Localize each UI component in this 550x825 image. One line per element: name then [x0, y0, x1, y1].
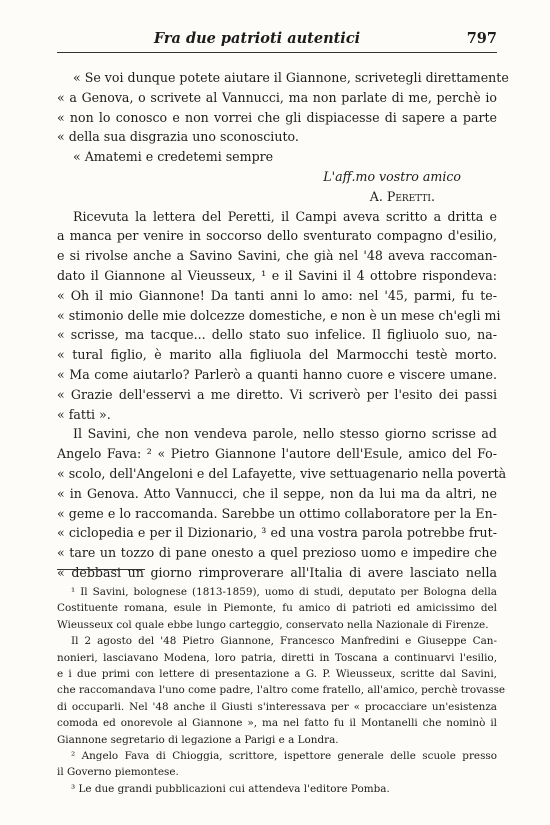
footnote-line: che raccomandava l'uno come padre, l'altro come fratello, all'amico, perchè trovasse [57, 684, 506, 697]
text-line: « tare un tozzo di pane onesto a quel prezioso uomo e impedire che [57, 545, 497, 561]
text-line: « geme e lo raccomanda. Sarebbe un ottimo collaboratore per la En- [57, 505, 497, 521]
footnote-line: Wieusseux col quale ebbe lungo carteggio, conservato nella Nazionale di Firenze. [57, 618, 489, 631]
footnote-line: nonieri, lasciavano Modena, loro patria, diretti in Toscana a continuarvi l'esilio, [57, 651, 497, 664]
text-line: Angelo Fava: ² « Pietro Giannone l'autore dell'Esule, amico del Fo- [57, 446, 497, 462]
main-text [57, 68, 509, 583]
footnote-line: di occuparli. Nel '48 anche il Giusti s'interessava per « procacciare un'esistenza [57, 700, 497, 713]
text-line: « Se voi dunque potete aiutare il Giannone, scrivetegli direttamente [73, 70, 509, 85]
footnote-line: Costituente romana, esule in Piemonte, fu amico di patrioti ed amicissimo del [57, 602, 497, 615]
text-line: « debbasi un giorno rimproverare all'Italia di avere lasciato nella [57, 564, 497, 580]
text-line: « a Genova, o scrivete al Vannucci, ma non parlate di me, perchè io [57, 89, 497, 105]
text-line: Ricevuta la lettera del Peretti, il Campi aveva scritto a dritta e [73, 208, 497, 224]
text-line: « Oh il mio Giannone! Da tanti anni lo amo: nel '45, parmi, fu te- [57, 287, 497, 303]
text-line: « Grazie dell'esservi a me diretto. Vi scriverò per l'esito dei passi [57, 386, 497, 402]
text-line: L'aff.mo vostro amico [323, 168, 461, 184]
text-line: dato il Giannone al Vieusseux, ¹ e il Savini il 4 ottobre rispondeva: [57, 267, 497, 283]
footnote-line: comoda ed onorevole al Giannone », ma nel fatto fu il Montanelli che nominò il [57, 717, 497, 730]
text-line: A. Peretti. [369, 188, 435, 204]
text-line: « ciclopedia e per il Dizionario, ³ ed una vostra parola potrebbe frut- [57, 525, 497, 541]
footnotes [57, 584, 506, 797]
text-line: « Amatemi e credetemi sempre [73, 149, 274, 165]
footnote-line: ¹ Il Savini, bolognese (1813-1859), uomo di studi, deputato per Bologna della [71, 586, 497, 598]
text-line: « scrisse, ma tacque... dello stato suo infelice. Il figliuolo suo, na- [57, 327, 497, 343]
footnote-line: Il 2 agosto del '48 Pietro Giannone, Francesco Manfredini e Giuseppe Can- [71, 635, 497, 648]
footnote-line: ³ Le due grandi pubblicazioni cui attendeva l'editore Pomba. [71, 782, 390, 795]
running-header [57, 30, 497, 52]
footnote-line: e i due primi con lettere di presentazione a G. P. Wieusseux, scritte dal Savini, [57, 667, 497, 680]
text-line: « stimonio delle mie dolcezze domestiche, e non è un mese ch'egli mi [57, 307, 501, 323]
text-line: « fatti ». [57, 406, 111, 422]
page-number: 797 [466, 30, 497, 47]
footnote-line: ² Angelo Fava di Chioggia, scrittore, ispettore generale delle scuole presso [71, 749, 497, 762]
text-line: « in Genova. Atto Vannucci, che il seppe, non da lui ma da altri, ne [57, 485, 497, 501]
text-line: « non lo conosco e non vorrei che gli dispiacesse di sapere a parte [57, 109, 497, 125]
text-line: « scolo, dell'Angeloni e del Lafayette, vive settuagenario nella povertà [57, 465, 507, 481]
footnote-rule [57, 569, 145, 570]
text-line: « della sua disgrazia uno sconosciuto. [57, 129, 299, 145]
text-line: a manca per venire in soccorso dello sventurato compagno d'esilio, [57, 228, 497, 244]
footnote-line: Giannone segretario di legazione a Parigi e a Londra. [57, 733, 339, 746]
text-line: e si rivolse anche a Savino Savini, che già nel '48 aveva raccoman- [57, 248, 497, 264]
running-title: Fra due patrioti autentici [153, 30, 361, 47]
header-rule [57, 52, 497, 53]
footnote-line: il Governo piemontese. [57, 766, 179, 779]
text-line: « Ma come aiutarlo? Parlerò a quanti hanno cuore e viscere umane. [57, 366, 497, 382]
text-line: « tural figlio, è marito alla figliuola del Marmocchi testè morto. [57, 347, 497, 363]
text-line: Il Savini, che non vendeva parole, nello stesso giorno scrisse ad [73, 426, 497, 442]
